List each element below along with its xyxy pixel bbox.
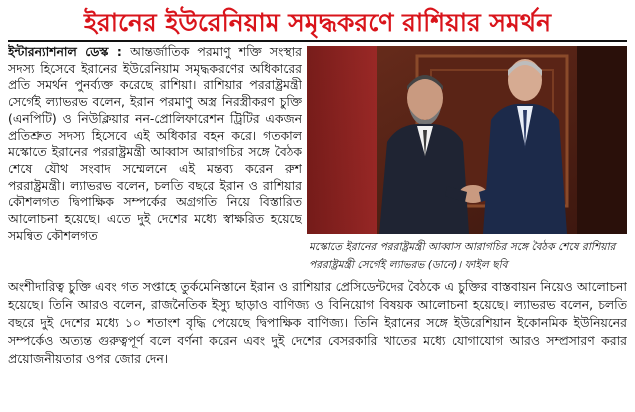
headline-rule bbox=[8, 40, 627, 42]
photo-caption: মস্কোতে ইরানের পররাষ্ট্রমন্ত্রী আব্বাস আরাগচির সঙ্গে বৈঠক শেষে রাশিয়ার পররাষ্ট্রমন্ত্রী সের্গেই ল্যাভরভ (ডানে)। ফাইল ছবি bbox=[309, 241, 616, 271]
news-photo bbox=[307, 46, 627, 234]
article-body-left-column bbox=[8, 44, 302, 278]
headline: ইরানের ইউরেনিয়াম সমৃদ্ধকরণে রাশিয়ার সমর্থন bbox=[83, 8, 552, 37]
article-body-full-width: অংশীদারিত্ব চুক্তি এবং গত সপ্তাহে তুর্কমেনিস্তানে ইরান ও রাশিয়ার প্রেসিডেন্টদের বৈঠকে এ চুক্তির বাস্তবায়ন নিয়েও আলোচনা হয়েছে। তিনি আরও বলেন, রাজনৈতিক ইস্যু ছাড়াও বাণিজ্য ও বিনিয়োগ বিষয়ক আলোচনা হয়েছে। ল্যাভরভ বলেন, চলতি বছরে দুই দেশের মধ্যে ১০ শতাংশ বৃদ্ধি পেয়েছে দ্বিপাক্ষিক বাণিজ্য। তিনি ইরানের সঙ্গে ইউরেশিয়ান ইকোনমিক ইউনিয়নের সম্পর্কেও অত্যন্ত গুরুত্বপূর্ণ বলে বর্ণনা করেন এবং দুই দেশের বেসরকারি খাতের মধ্যে যোগাযোগ আরও সম্প্রসারণ করার প্রয়োজনীয়তার ওপর জোর দেন। bbox=[8, 279, 627, 366]
dateline: ইন্টারন্যাশনাল ডেস্ক : bbox=[8, 44, 122, 59]
photo-illustration bbox=[307, 46, 627, 234]
body-text-left: আন্তর্জাতিক পরমাণু শক্তি সংস্থার সদস্য হিসেবে ইরানের ইউরেনিয়াম সমৃদ্ধকরণের অধিকারের প্রতি সমর্থন পুনর্ব্যক্ত করেছে রাশিয়া। রাশিয়ার পররাষ্ট্রমন্ত্রী সের্গেই ল্যাভরভ বলেন, ইরান পরমাণু অস্ত্র নিরস্ত্রীকরণ চুক্তি (এনপিটি) ও নিউক্লিয়ার নন-প্রোলিফারেশন ট্রিটির একজন প্রতিশ্রুত সদস্য হিসেবে এই অধিকার বহন করে। গতকাল মস্কোতে ইরানের পররাষ্ট্রমন্ত্রী আব্বাস আরাগচির সঙ্গে বৈঠক শেষে যৌথ সংবাদ সম্মেলনে এই মন্তব্য করেন রুশ পররাষ্ট্রমন্ত্রী। ল্যাভরভ বলেন, চলতি বছরে ইরান ও রাশিয়ার কৌশলগত দ্বিপাক্ষিক সম্পর্কের অগ্রগতি নিয়ে বিস্তারিত আলোচনা হয়েছে। এতে দুই দেশের মধ্যে স্বাক্ষরিত হয়েছে সমন্বিত কৌশলগত bbox=[8, 44, 302, 243]
